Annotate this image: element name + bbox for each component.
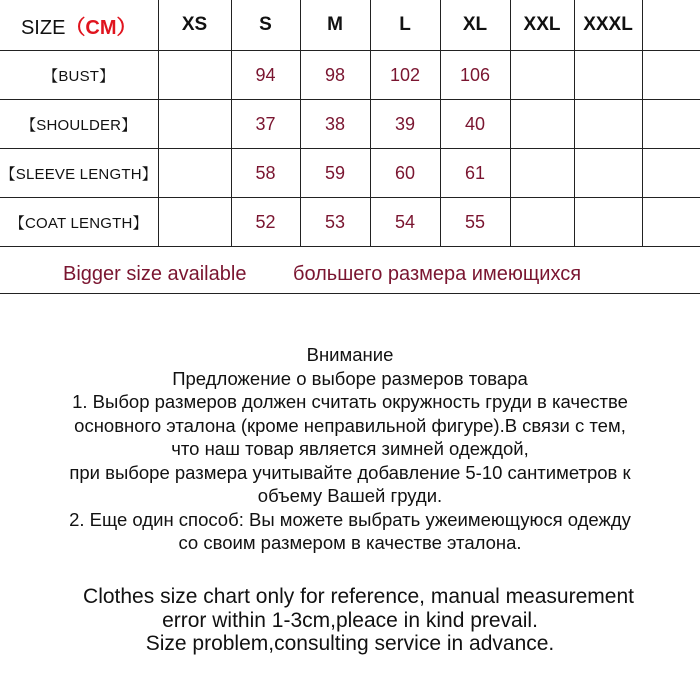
value-cell: 106 — [440, 51, 510, 100]
size-header-l: L — [370, 0, 440, 51]
size-header-row — [0, 0, 700, 51]
empty-header-cell — [642, 0, 700, 51]
row-label-coat-length: 【COAT LENGTH】 — [0, 198, 158, 247]
size-selection-notice — [0, 343, 700, 555]
disclaimer-line: error within 1-3cm,pleace in kind prevail. — [162, 608, 538, 632]
value-cell: 58 — [231, 149, 300, 198]
value-cell — [510, 198, 574, 247]
value-cell — [574, 198, 642, 247]
notice-line: 2. Еще один способ: Вы можете выбрать ужеимеющуюся одежду — [69, 508, 631, 530]
bust-row — [0, 51, 700, 100]
value-cell: 37 — [231, 100, 300, 149]
bigger-size-note-russian: большего размера имеющихся — [293, 263, 582, 285]
value-cell — [510, 51, 574, 100]
value-cell: 39 — [370, 100, 440, 149]
value-cell — [574, 100, 642, 149]
sleeve-length-row — [0, 149, 700, 198]
value-cell: 55 — [440, 198, 510, 247]
size-header-xs: XS — [158, 0, 231, 51]
unit-label: （CM） — [65, 16, 137, 39]
row-label-sleeve-length: 【SLEEVE LENGTH】 — [0, 149, 158, 198]
value-cell — [158, 51, 231, 100]
size-chart-table — [0, 0, 700, 247]
value-cell: 52 — [231, 198, 300, 247]
notice-line: что наш товар является зимней одеждой, — [171, 438, 529, 459]
empty-cell — [642, 149, 700, 198]
size-header-s: S — [231, 0, 300, 51]
notice-line: 1. Выбор размеров должен считать окружность груди в качестве — [72, 391, 628, 412]
notice-line: со своим размером в качестве эталона. — [178, 532, 522, 553]
value-cell: 53 — [300, 198, 370, 247]
coat-length-row — [0, 198, 700, 247]
size-header-xxl: XXL — [510, 0, 574, 51]
value-cell: 61 — [440, 149, 510, 198]
row-label-shoulder: 【SHOULDER】 — [0, 100, 158, 149]
size-label: SIZE — [20, 16, 66, 39]
size-unit-header — [0, 0, 158, 51]
bigger-size-note-english: Bigger size available — [63, 263, 247, 285]
notice-line: объему Вашей груди. — [257, 485, 443, 506]
notice-line: основного эталона (кроме неправильной фигуре).В связи с тем, — [74, 414, 626, 436]
value-cell — [158, 198, 231, 247]
value-cell: 38 — [300, 100, 370, 149]
value-cell: 94 — [231, 51, 300, 100]
value-cell — [510, 100, 574, 149]
bigger-size-note — [0, 248, 700, 294]
value-cell: 60 — [370, 149, 440, 198]
empty-cell — [642, 198, 700, 247]
size-header-xl: XL — [440, 0, 510, 51]
value-cell: 59 — [300, 149, 370, 198]
size-header-xxxl: XXXL — [574, 0, 642, 51]
notice-subheading: Предложение о выборе размеров товара — [172, 367, 528, 389]
value-cell: 102 — [370, 51, 440, 100]
row-label-bust: 【BUST】 — [0, 51, 158, 100]
disclaimer-line: Clothes size chart only for reference, manual measurement — [83, 585, 634, 608]
value-cell — [574, 149, 642, 198]
value-cell — [574, 51, 642, 100]
empty-cell — [642, 100, 700, 149]
notice-line: при выборе размера учитывайте добавление 5-10 сантиметров к — [69, 461, 631, 483]
value-cell: 98 — [300, 51, 370, 100]
value-cell: 54 — [370, 198, 440, 247]
value-cell — [158, 100, 231, 149]
notice-heading: Внимание — [306, 344, 394, 365]
value-cell — [510, 149, 574, 198]
value-cell: 40 — [440, 100, 510, 149]
empty-cell — [642, 51, 700, 100]
value-cell — [158, 149, 231, 198]
size-header-m: M — [300, 0, 370, 51]
disclaimer-line: Size problem,consulting service in advance. — [145, 632, 555, 655]
size-disclaimer — [0, 585, 700, 656]
shoulder-row — [0, 100, 700, 149]
